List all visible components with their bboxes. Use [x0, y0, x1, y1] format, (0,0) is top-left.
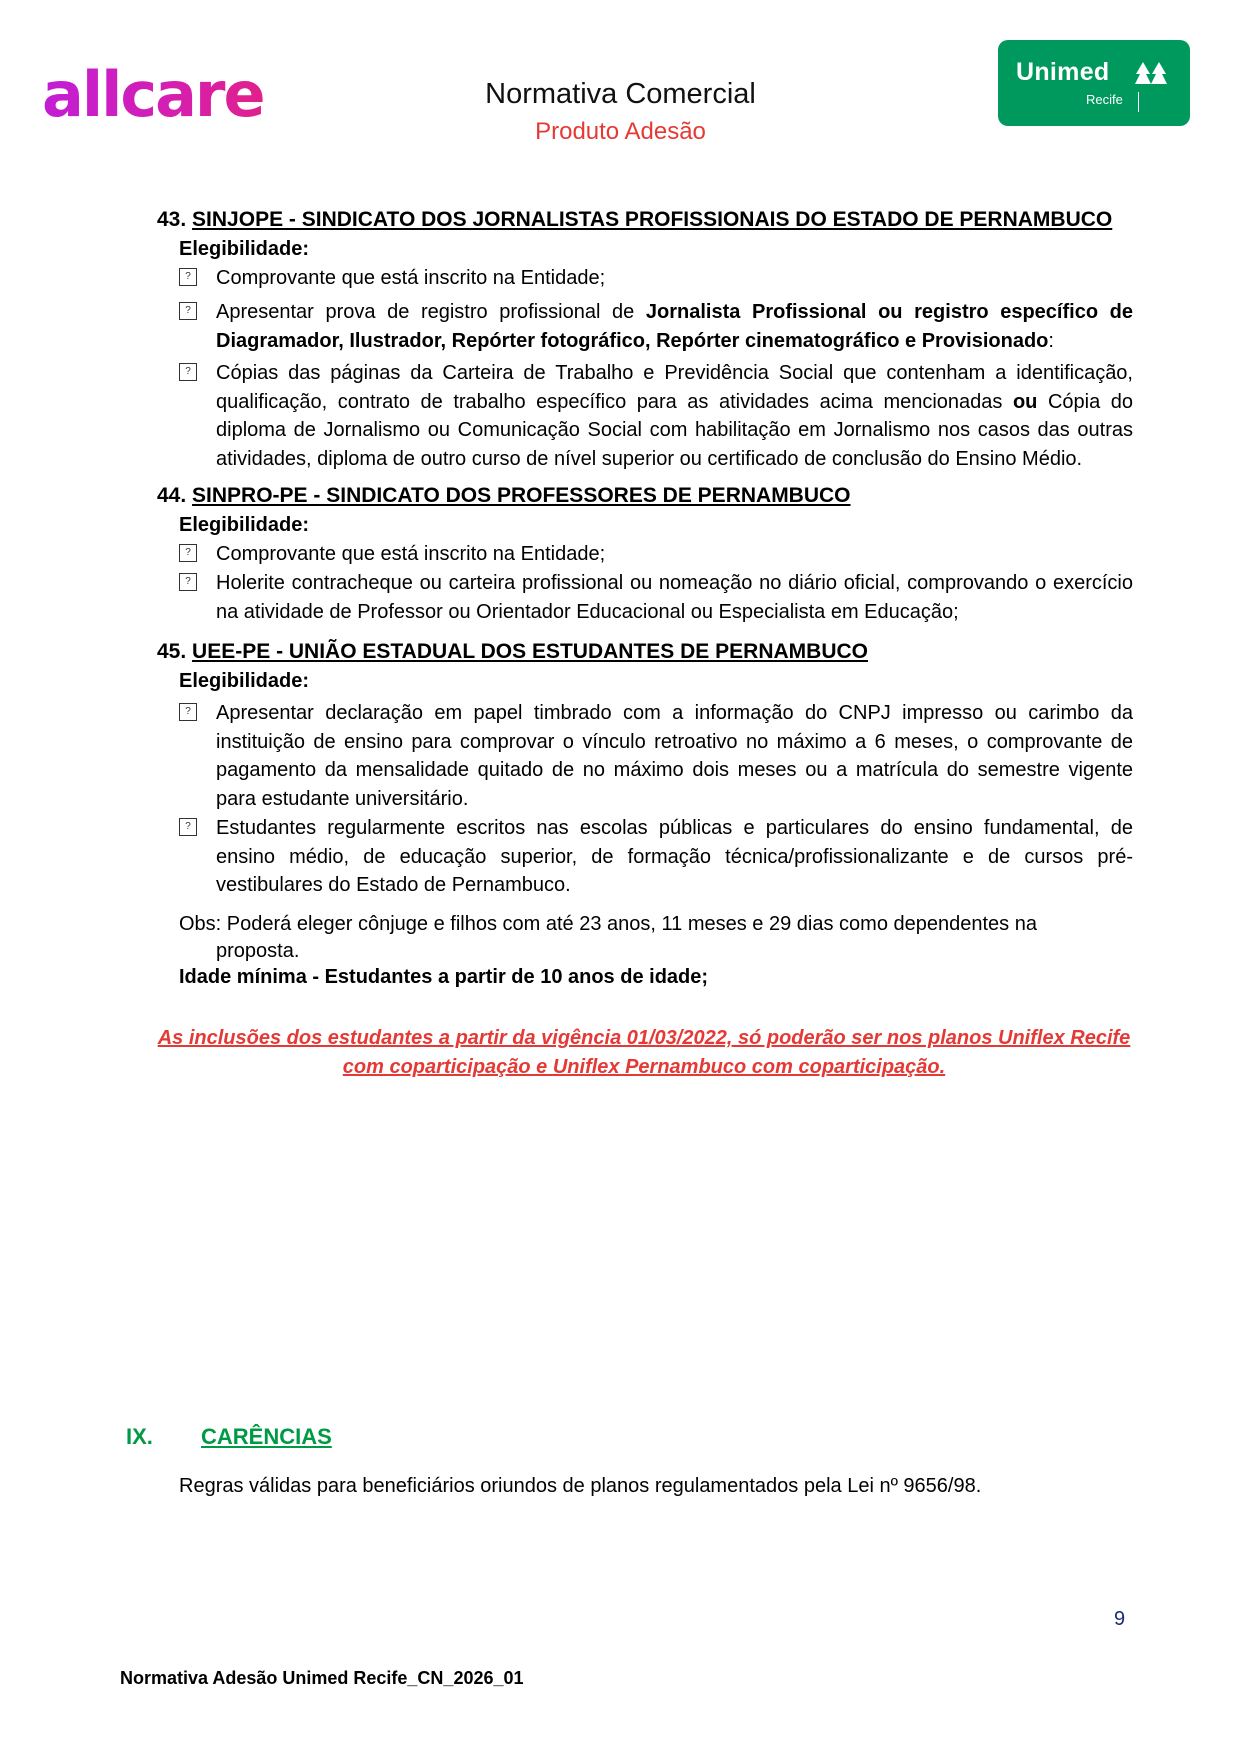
checkbox-bullet-icon: ?: [179, 363, 197, 381]
section-45-heading: [157, 640, 868, 664]
bullet-text: Estudantes regularmente escritos nas escolas públicas e particulares do ensino fundamental, de ensino médio, de educação superior, de formação técnica/profissionalizante e de cursos pré-vestibulares do Estado de Pernambuco.: [216, 817, 1133, 896]
document-title: Normativa Comercial: [485, 78, 756, 110]
observation-line-2: proposta.: [216, 940, 300, 962]
observation-line-1: Obs: Poderá eleger cônjuge e filhos com até 23 anos, 11 meses e 29 dias como dependentes na: [179, 913, 1037, 935]
checkbox-bullet-icon: ?: [179, 302, 197, 320]
eligibility-label: Elegibilidade:: [179, 514, 310, 536]
checkbox-bullet-icon: ?: [179, 573, 197, 591]
bullet-text-part: Apresentar prova de registro profissional de: [216, 301, 646, 323]
unimed-brand: Unimed: [1016, 58, 1110, 86]
checkbox-bullet-icon: ?: [179, 544, 197, 562]
checkbox-bullet-icon: ?: [179, 268, 197, 286]
unimed-separator: [1138, 92, 1139, 112]
bullet-text: [216, 359, 1133, 473]
section-number: 44.: [157, 484, 187, 507]
section-number: 45.: [157, 640, 187, 663]
section-44-heading: [157, 484, 851, 508]
eligibility-label: Elegibilidade:: [179, 670, 310, 692]
bullet-text: [216, 298, 1133, 355]
bullet-text: Apresentar declaração em papel timbrado com a informação do CNPJ impresso ou carimbo da instituição de ensino para comprovar o vínculo retroativo no máximo a 6 meses, o comprovante de pagamento da mensalidade quitado de no máximo dois meses ou a matrícula do semestre vigente para estudante universitário.: [216, 702, 1133, 810]
bullet-text-part: :: [1048, 329, 1054, 352]
alert-notice: As inclusões dos estudantes a partir da vigência 01/03/2022, só poderão ser nos planos Uniflex Recife com coparticipação e Uniflex Pernambuco com coparticipação.: [157, 1027, 1131, 1078]
bullet-text-part: Cópia do diploma de Jornalismo ou Comunicação Social com habilitação em Jornalismo nos casos das outras atividades, diploma de outro curso de nível superior ou certificado de conclusão do Ensino Médio.: [216, 390, 1133, 470]
section-ix-number: IX.: [126, 1424, 153, 1449]
bullet-text: Holerite contracheque ou carteira profissional ou nomeação no diário oficial, comprovando o exercício na atividade de Professor ou Orientador Educacional ou Especialista em Educação;: [216, 572, 1133, 623]
section-ix-text: Regras válidas para beneficiários oriundos de planos regulamentados pela Lei nº 9656/98.: [179, 1475, 982, 1497]
bullet-text: Comprovante que está inscrito na Entidade;: [216, 267, 606, 289]
checkbox-bullet-icon: ?: [179, 703, 197, 721]
pine-trees-icon: [1134, 60, 1168, 88]
checkbox-bullet-icon: ?: [179, 818, 197, 836]
section-43-heading: [157, 208, 1112, 232]
page-number: 9: [1114, 1608, 1126, 1630]
svg-text:allcare: allcare: [42, 58, 264, 128]
section-title: SINJOPE - SINDICATO DOS JORNALISTAS PROFISSIONAIS DO ESTADO DE PERNAMBUCO: [192, 208, 1113, 231]
unimed-city: Recife: [1086, 92, 1123, 107]
section-title: UEE-PE - UNIÃO ESTADUAL DOS ESTUDANTES DE PERNAMBUCO: [192, 640, 868, 663]
minimum-age: Idade mínima - Estudantes a partir de 10 anos de idade;: [179, 966, 709, 988]
section-title: SINPRO-PE - SINDICATO DOS PROFESSORES DE PERNAMBUCO: [192, 484, 851, 507]
unimed-logo: [998, 40, 1190, 126]
bullet-text-bold: Jornalista Profissional ou registro específico de Diagramador, Ilustrador, Repórter fotográfico, Repórter cinematográfico e Provisionado: [216, 301, 1134, 352]
section-number: 43.: [157, 208, 187, 231]
bullet-text-part: Cópias das páginas da Carteira de Trabalho e Previdência Social que contenham a identificação, qualificação, contrato de trabalho específico para as atividades acima mencionadas: [216, 362, 1133, 413]
footer-document-id: Normativa Adesão Unimed Recife_CN_2026_01: [120, 1668, 524, 1688]
bullet-text: Comprovante que está inscrito na Entidade;: [216, 543, 606, 565]
eligibility-label: Elegibilidade:: [179, 238, 310, 260]
bullet-text-bold: ou: [1012, 390, 1038, 413]
document-subtitle: Produto Adesão: [535, 118, 706, 145]
section-ix-title: CARÊNCIAS: [201, 1424, 332, 1449]
